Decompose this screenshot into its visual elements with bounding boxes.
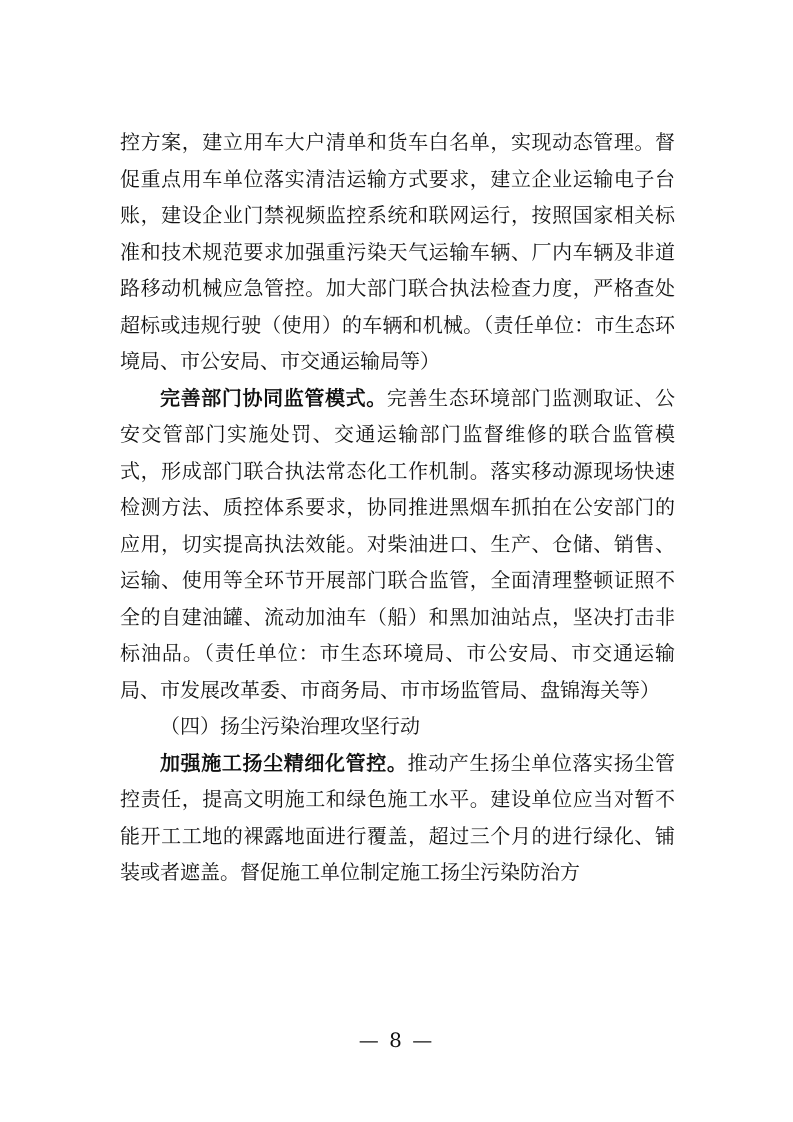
paragraph-vehicle-management bbox=[120, 124, 675, 380]
paragraph-text: 完善生态环境部门监测取证、公安交管部门实施处罚、交通运输部门监督维修的联合监管模式，形成部门联合执法常态化工作机制。落实移动源现场快速检测方法、质控体系要求，协同推进黑烟车抓拍在公安部门的应用，切实提高执法效能。对柴油进口、生产、仓储、销售、运输、使用等全环节开展部门联合监管，全面清理整顿证照不全的自建油罐、流动加油车（船）和黑加油站点，坚决打击非标油品。（责任单位：市生态环境局、市公安局、市交通运输局、市发展改革委、市商务局、市市场监管局、盘锦海关等） bbox=[120, 385, 675, 702]
paragraph-construction-dust bbox=[120, 745, 675, 891]
document-body bbox=[120, 124, 675, 891]
paragraph-lead-bold: 加强施工扬尘精细化管控。 bbox=[160, 750, 408, 775]
paragraph-lead-bold: 完善部门协同监管模式。 bbox=[160, 385, 387, 410]
page-number: — 8 — bbox=[358, 1028, 435, 1052]
paragraph-text: 控方案，建立用车大户清单和货车白名单，实现动态管理。督促重点用车单位落实清洁运输方式要求，建立企业运输电子台账，建设企业门禁视频监控系统和联网运行，按照国家相关标准和技术规范要求加强重污染天气运输车辆、厂内车辆及非道路移动机械应急管控。加大部门联合执法检查力度，严格查处超标或违规行驶（使用）的车辆和机械。（责任单位：市生态环境局、市公安局、市交通运输局等） bbox=[120, 130, 675, 373]
paragraph-joint-supervision bbox=[120, 380, 675, 709]
section-heading: （四）扬尘污染治理攻坚行动 bbox=[160, 714, 420, 738]
paragraph-text: 推动产生扬尘单位落实扬尘管控责任，提高文明施工和绿色施工水平。建设单位应当对暂不能开工工地的裸露地面进行覆盖，超过三个月的进行绿化、铺装或者遮盖。督促施工单位制定施工扬尘污染防治方 bbox=[120, 750, 675, 884]
